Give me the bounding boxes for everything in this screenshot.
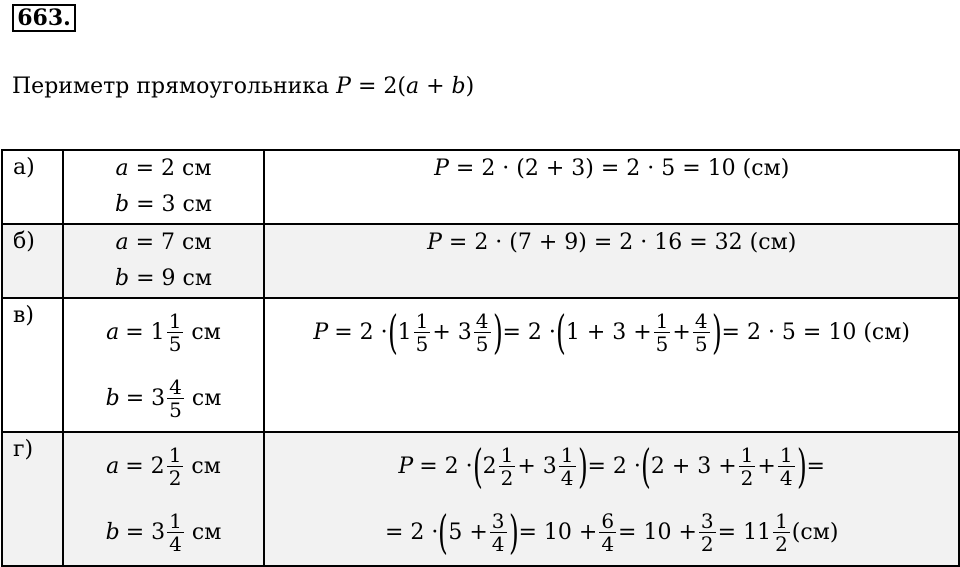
calc-line-2: = 2 · ( 5 + $\frac{3}{4}$ ) = 10 + $\frac{6}{4}$ = 10 + $\frac{3}{2}$ = 11 $\frac{1}{2}$ (см) [384, 505, 839, 559]
a-line: a = 1 $\frac{1}{5}$ см [106, 308, 221, 356]
var-b: b [451, 74, 466, 99]
given-values [63, 432, 265, 566]
problem-number: 663. [12, 4, 76, 32]
var-a: a [405, 74, 420, 99]
a-line: a = 2 $\frac{1}{2}$ см [106, 442, 221, 490]
row-label: а) [2, 150, 63, 224]
b-line: b = 3 $\frac{1}{4}$ см [105, 508, 222, 556]
row-label: в) [2, 298, 63, 432]
calculation: P = 2 · ( 1 $\frac{1}{5}$ + 3 $\frac{4}{5}$ ) = 2 · ( 1 + 3 + $\frac{1}{5}$ + $\frac{4}{5}$ ) = 2 · 5 = 10 (см) [264, 298, 959, 432]
table-row [2, 150, 959, 224]
given-values [63, 150, 265, 224]
b-line: b = 3 $\frac{4}{5}$ см [105, 374, 222, 422]
calculation: P = 2 · (7 + 9) = 2 · 16 = 32 (см) [264, 224, 959, 298]
fraction: $\frac{1}{4}$ [169, 508, 182, 556]
perimeter-var: P [336, 74, 351, 99]
intro-text: Периметр прямоугольника [12, 74, 337, 99]
table-row [2, 298, 959, 432]
b-line: b = 9 см [115, 266, 212, 291]
intro-close: ) [465, 74, 475, 99]
table-row [2, 432, 959, 566]
a-line: a = 2 см [115, 156, 212, 181]
table-row [2, 224, 959, 298]
given-values [63, 298, 265, 432]
fraction: $\frac{1}{2}$ [168, 442, 182, 490]
row-label: б) [2, 224, 63, 298]
fraction: $\frac{1}{5}$ [168, 308, 182, 356]
given-values [63, 224, 265, 298]
row-label: г) [2, 432, 63, 566]
b-line: b = 3 см [115, 192, 212, 217]
a-line: a = 7 см [115, 230, 212, 255]
intro-eq: = 2( [350, 74, 406, 99]
calculation: P = 2 · (2 + 3) = 2 · 5 = 10 (см) [264, 150, 959, 224]
solution-table [1, 149, 960, 567]
fraction: $\frac{4}{5}$ [169, 374, 182, 422]
intro-plus: + [419, 74, 452, 99]
calculation [264, 432, 959, 566]
calc-line-1: P = 2 · ( 2 $\frac{1}{2}$ + 3 $\frac{1}{4}$ ) = 2 · ( 2 + 3 + $\frac{1}{2}$ + $\frac{1}{4}$ ) = [398, 439, 825, 493]
intro-line [12, 74, 474, 99]
